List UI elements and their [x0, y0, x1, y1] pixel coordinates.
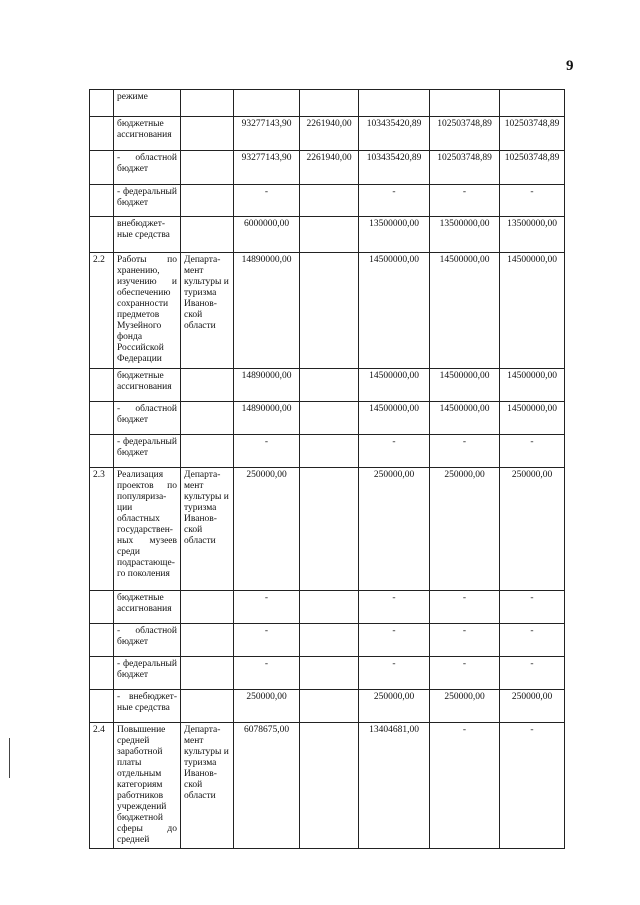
row-name: режиме	[117, 92, 148, 102]
row-number-cell	[90, 723, 114, 849]
row-executor-cell	[181, 723, 234, 849]
row-value-v1-cell	[234, 657, 300, 690]
row-value-v4: -	[462, 187, 467, 197]
row-value-v5-cell	[500, 90, 565, 117]
row-number-cell	[90, 253, 114, 369]
row-name-cell	[114, 185, 181, 217]
row-executor-cell	[181, 185, 234, 217]
row-name: - областной бюджет	[117, 626, 177, 647]
row-value-v1-cell	[234, 253, 300, 369]
row-value-v3: -	[392, 187, 396, 197]
row-number-cell	[90, 217, 114, 253]
row-value-v3-cell	[359, 591, 430, 624]
row-value-v4: -	[462, 626, 467, 636]
row-executor-cell	[181, 369, 234, 402]
row-value-v1-cell	[234, 468, 300, 591]
row-number-cell	[90, 435, 114, 468]
row-value-v2-cell	[300, 690, 359, 723]
row-value-v5: -	[530, 725, 534, 735]
row-value-v3: 14500000,00	[369, 371, 419, 381]
row-name: Работы по хранению, изучению и обеспечению сохранности предметов Музейного фонда Российской Федерации	[117, 255, 177, 364]
row-value-v2-cell	[300, 402, 359, 435]
row-value-v5-cell	[500, 253, 565, 369]
row-name-cell	[114, 657, 181, 690]
row-value-v5: 250000,00	[511, 470, 553, 480]
row-value-v3-cell	[359, 723, 430, 849]
row-value-v5-cell	[500, 402, 565, 435]
page-number: 9	[566, 58, 574, 74]
row-value-v1-cell	[234, 591, 300, 624]
row-value-v3: 250000,00	[373, 470, 415, 480]
row-value-v1-cell	[234, 117, 300, 151]
row-name: Повышение средней заработной платы отдельным категориям работников учреждений бюджетной сферы до средней	[117, 725, 177, 845]
row-value-v3-cell	[359, 690, 430, 723]
row-executor: Департа-мент культуры и туризма Иванов-ской области	[184, 725, 229, 801]
row-name: - федеральный бюджет	[117, 659, 177, 680]
row-value-v1-cell	[234, 151, 300, 185]
row-value-v5-cell	[500, 185, 565, 217]
row-value-v5: 14500000,00	[507, 404, 557, 414]
row-name-cell	[114, 369, 181, 402]
row-value-v2: 2261940,00	[306, 119, 352, 129]
row-name: - федеральный бюджет	[117, 437, 177, 458]
row-value-v5-cell	[500, 657, 565, 690]
table-row	[90, 90, 565, 117]
row-value-v4: -	[462, 593, 467, 603]
row-name-cell	[114, 435, 181, 468]
row-executor-cell	[181, 151, 234, 185]
margin-mark	[9, 738, 10, 778]
row-value-v4-cell	[430, 185, 500, 217]
row-value-v3-cell	[359, 117, 430, 151]
table-row	[90, 468, 565, 591]
row-value-v2-cell	[300, 468, 359, 591]
row-value-v1: -	[264, 593, 269, 603]
row-executor-cell	[181, 657, 234, 690]
row-name-cell	[114, 151, 181, 185]
row-value-v4: 14500000,00	[439, 371, 490, 381]
row-value-v5-cell	[500, 690, 565, 723]
row-value-v4: 250000,00	[444, 692, 485, 702]
row-value-v1: 6000000,00	[243, 219, 290, 229]
row-value-v4-cell	[430, 624, 500, 657]
row-value-v3: 103435420,89	[366, 119, 422, 129]
row-value-v1: 6078675,00	[243, 725, 290, 735]
row-value-v4: -	[462, 437, 467, 447]
row-value-v5: -	[530, 187, 534, 197]
row-executor-cell	[181, 117, 234, 151]
row-value-v2-cell	[300, 435, 359, 468]
row-value-v4-cell	[430, 369, 500, 402]
row-name-cell	[114, 90, 181, 117]
row-value-v2-cell	[300, 117, 359, 151]
row-executor-cell	[181, 217, 234, 253]
row-executor-cell	[181, 591, 234, 624]
row-value-v4-cell	[430, 657, 500, 690]
row-value-v3: -	[392, 659, 396, 669]
row-value-v1-cell	[234, 185, 300, 217]
row-executor-cell	[181, 402, 234, 435]
row-value-v3: 13500000,00	[369, 219, 419, 229]
row-value-v3: -	[392, 437, 396, 447]
row-value-v4: -	[462, 725, 467, 735]
row-value-v3-cell	[359, 624, 430, 657]
row-name-cell	[114, 468, 181, 591]
row-value-v1-cell	[234, 217, 300, 253]
row-name: внебюджет-ные средства	[117, 219, 170, 240]
row-number-cell	[90, 690, 114, 723]
table-row	[90, 690, 565, 723]
row-value-v5: 102503748,89	[504, 153, 560, 163]
row-value-v5-cell	[500, 369, 565, 402]
row-value-v3-cell	[359, 151, 430, 185]
row-number-cell	[90, 468, 114, 591]
row-value-v4-cell	[430, 468, 500, 591]
table-row	[90, 369, 565, 402]
row-value-v2-cell	[300, 369, 359, 402]
table-row	[90, 657, 565, 690]
row-value-v3: -	[392, 593, 396, 603]
row-value-v1: -	[264, 187, 269, 197]
row-value-v5: 102503748,89	[504, 119, 560, 129]
row-value-v1: 250000,00	[246, 470, 287, 480]
row-number-cell	[90, 151, 114, 185]
row-value-v3-cell	[359, 217, 430, 253]
row-value-v4-cell	[430, 90, 500, 117]
row-value-v1-cell	[234, 723, 300, 849]
row-value-v1: 14890000,00	[241, 255, 292, 265]
row-value-v5-cell	[500, 591, 565, 624]
row-value-v4-cell	[430, 690, 500, 723]
row-value-v2-cell	[300, 217, 359, 253]
row-value-v4: 13500000,00	[439, 219, 490, 229]
row-value-v2-cell	[300, 591, 359, 624]
row-name-cell	[114, 723, 181, 849]
row-value-v1-cell	[234, 690, 300, 723]
row-executor-cell	[181, 90, 234, 117]
row-name-cell	[114, 402, 181, 435]
row-value-v3-cell	[359, 657, 430, 690]
row-value-v4: 14500000,00	[439, 255, 490, 265]
row-value-v4-cell	[430, 402, 500, 435]
row-value-v1-cell	[234, 402, 300, 435]
row-value-v4-cell	[430, 723, 500, 849]
table-row	[90, 723, 565, 849]
row-value-v3: 103435420,89	[366, 153, 422, 163]
row-name-cell	[114, 253, 181, 369]
row-name: - внебюджет-ные средства	[117, 692, 177, 713]
row-value-v4: 102503748,89	[437, 153, 492, 163]
row-value-v3: 13404681,00	[369, 725, 419, 735]
row-value-v2: 2261940,00	[306, 153, 352, 163]
row-value-v5: -	[530, 659, 534, 669]
row-value-v4-cell	[430, 253, 500, 369]
row-value-v5: -	[530, 626, 534, 636]
row-value-v2-cell	[300, 624, 359, 657]
row-value-v1: 250000,00	[246, 692, 287, 702]
row-name: Реализация проектов по популяриза-ции областных государствен-ных музеев среди подрастающе-го поколения	[117, 470, 177, 579]
row-value-v4-cell	[430, 217, 500, 253]
row-value-v1: 93277143,90	[241, 153, 292, 163]
row-number-cell	[90, 369, 114, 402]
row-number-cell	[90, 117, 114, 151]
table-row	[90, 591, 565, 624]
row-value-v2-cell	[300, 723, 359, 849]
row-value-v1: 14890000,00	[241, 404, 292, 414]
row-number-cell	[90, 624, 114, 657]
row-value-v4: 14500000,00	[439, 404, 490, 414]
row-value-v3-cell	[359, 185, 430, 217]
row-value-v3: 14500000,00	[369, 255, 419, 265]
row-name: - областной бюджет	[117, 153, 177, 174]
row-value-v1: -	[264, 437, 269, 447]
row-name: - областной бюджет	[117, 404, 177, 425]
row-number-cell	[90, 402, 114, 435]
row-number-cell	[90, 185, 114, 217]
row-name-cell	[114, 217, 181, 253]
row-number: 2.2	[93, 255, 105, 265]
row-value-v4: -	[462, 659, 467, 669]
row-value-v5: -	[530, 437, 534, 447]
row-value-v1-cell	[234, 435, 300, 468]
table-row	[90, 624, 565, 657]
row-number-cell	[90, 90, 114, 117]
row-value-v3-cell	[359, 468, 430, 591]
row-value-v5-cell	[500, 468, 565, 591]
row-value-v3: -	[392, 626, 396, 636]
row-executor-cell	[181, 468, 234, 591]
row-executor-cell	[181, 690, 234, 723]
row-value-v3-cell	[359, 253, 430, 369]
row-value-v1: -	[264, 626, 269, 636]
row-value-v4-cell	[430, 591, 500, 624]
row-name-cell	[114, 624, 181, 657]
table-row	[90, 402, 565, 435]
table-row	[90, 253, 565, 369]
row-executor-cell	[181, 624, 234, 657]
row-value-v5-cell	[500, 217, 565, 253]
row-name: бюджетные ассигнования	[117, 119, 172, 140]
row-value-v3-cell	[359, 402, 430, 435]
table-row	[90, 117, 565, 151]
row-value-v5-cell	[500, 624, 565, 657]
row-value-v3: 250000,00	[373, 692, 415, 702]
row-name: - федеральный бюджет	[117, 187, 177, 208]
row-name-cell	[114, 690, 181, 723]
row-value-v5-cell	[500, 151, 565, 185]
row-number: 2.4	[93, 725, 105, 735]
row-value-v2-cell	[300, 657, 359, 690]
row-name-cell	[114, 117, 181, 151]
row-number-cell	[90, 591, 114, 624]
table-row	[90, 185, 565, 217]
row-value-v1-cell	[234, 624, 300, 657]
row-value-v5: 14500000,00	[507, 255, 557, 265]
row-value-v2-cell	[300, 90, 359, 117]
row-value-v4: 102503748,89	[437, 119, 492, 129]
row-name-cell	[114, 591, 181, 624]
row-value-v5: 13500000,00	[507, 219, 557, 229]
row-value-v4-cell	[430, 117, 500, 151]
row-name: бюджетные ассигнования	[117, 371, 172, 392]
row-value-v5: -	[530, 593, 534, 603]
row-number-cell	[90, 657, 114, 690]
row-value-v3-cell	[359, 435, 430, 468]
row-value-v4: 250000,00	[444, 470, 485, 480]
row-executor-cell	[181, 253, 234, 369]
row-value-v1: 93277143,90	[241, 119, 292, 129]
row-value-v3: 14500000,00	[369, 404, 419, 414]
row-number: 2.3	[93, 470, 105, 480]
row-value-v5-cell	[500, 117, 565, 151]
row-value-v1-cell	[234, 369, 300, 402]
row-value-v5: 14500000,00	[507, 371, 557, 381]
row-executor-cell	[181, 435, 234, 468]
row-value-v2-cell	[300, 253, 359, 369]
row-value-v1: -	[264, 659, 269, 669]
row-value-v3-cell	[359, 90, 430, 117]
budget-table	[89, 89, 565, 849]
row-value-v2-cell	[300, 151, 359, 185]
table-row	[90, 435, 565, 468]
row-value-v4-cell	[430, 151, 500, 185]
table-row	[90, 217, 565, 253]
row-name: бюджетные ассигнования	[117, 593, 172, 614]
row-value-v4-cell	[430, 435, 500, 468]
row-executor: Департа-мент культуры и туризма Иванов-ской области	[184, 255, 229, 331]
row-value-v1-cell	[234, 90, 300, 117]
row-value-v1: 14890000,00	[241, 371, 292, 381]
row-value-v5-cell	[500, 723, 565, 849]
row-executor: Департа-мент культуры и туризма Иванов-ской области	[184, 470, 229, 546]
row-value-v5: 250000,00	[511, 692, 553, 702]
row-value-v3-cell	[359, 369, 430, 402]
row-value-v2-cell	[300, 185, 359, 217]
table-row	[90, 151, 565, 185]
row-value-v5-cell	[500, 435, 565, 468]
